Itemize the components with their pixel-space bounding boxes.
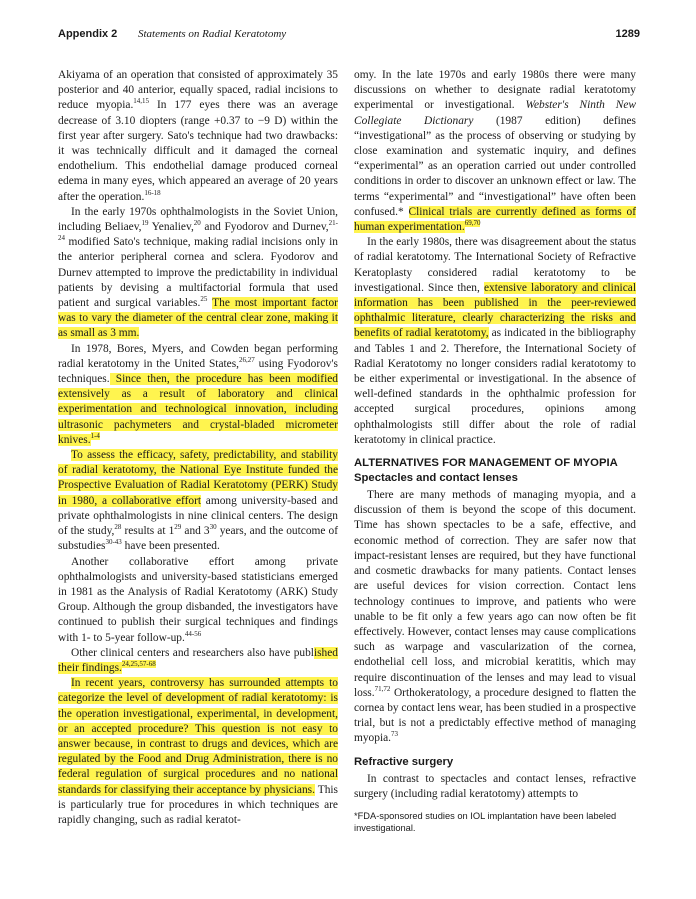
text-run: results at 1: [121, 525, 175, 538]
text-run: Orthokeratology, a procedure designed to flatten the cornea by contact lens wear, has been studied in a prospective trial, but is not a predictably effective method of managing myopia.: [354, 686, 636, 745]
paragraph: [58, 676, 338, 828]
text-run: This is particularly true for procedures in which techniques are rapidly changing, such as radial keratot-: [58, 783, 338, 826]
paragraph: [354, 68, 636, 235]
running-header: [58, 28, 640, 44]
text-run: years, and the outcome of substudies: [58, 525, 339, 553]
text-run: have been presented.: [121, 540, 220, 553]
citation: 16-18: [144, 188, 161, 197]
subsection-heading: Refractive surgery: [354, 755, 454, 768]
left-column: [58, 68, 338, 828]
citation: 71,72: [374, 684, 391, 693]
paragraph: [354, 235, 636, 448]
text-run: In the early 1970s ophthalmologists in the Soviet Union, including Beliaev,: [58, 205, 338, 234]
citation: 29: [174, 523, 182, 532]
text-run: In the early 1980s, there was disagreement about the status of radial keratotomy. The International Society of Refractive Keratoplasty considered radial keratotomy to be investigational. Since then,: [354, 236, 636, 294]
citation: 21-24: [58, 219, 338, 243]
paragraph: [354, 488, 636, 746]
footnote: *FDA-sponsored studies on IOL implantation have been labeled investigational.: [354, 810, 617, 833]
citation: 14,15: [133, 97, 150, 106]
citation: 26,27: [239, 356, 255, 365]
right-column: [354, 68, 636, 834]
text-run: as indicated in the bibliography and Tables 1 and 2. Therefore, the International Society of Radial Keratotomy no longer considers radial keratotomy to be either experimental or investigational. In the absence of well-defined standards in the ophthalmic profession for accepted surgical procedures, opinions among ophthalmologists still differ about the role of radial keratotomy in clinical practice.: [354, 327, 636, 446]
highlighted-text: extensive laboratory and clinical information has been published in the peer-reviewed ophthalmic literature, clearly characterizing the risks and benefits of radial keratotomy,: [354, 281, 636, 340]
paragraph: [58, 555, 338, 646]
citation: 73: [391, 730, 399, 739]
citation: 30: [209, 523, 217, 532]
paragraph: [58, 448, 338, 554]
paragraph: In contrast to spectacles and contact lenses, refractive surgery (including radial keratotomy) attempts to: [354, 772, 636, 800]
citation: 44-56: [184, 629, 202, 638]
text-run: Akiyama of an operation that consisted of approximately 35 posterior and 40 anterior, equally spaced, radial incisions to reduce myopia.: [58, 69, 338, 112]
paragraph: [58, 646, 338, 676]
citation: 19: [141, 219, 149, 228]
text-run: Another collaborative effort among private ophthalmologists and university-based statisticians emerged in 1981 as the Analysis of Radial Keratotomy (ARK) Study Group. Although the group disbanded, the investigators have continued to publish their surgical techniques and findings with 1- to 5-year follow-up.: [58, 555, 338, 644]
section-heading: ALTERNATIVES FOR MANAGEMENT OF MYOPIA: [354, 457, 618, 470]
page-number: 1289: [615, 28, 640, 40]
text-run: using Fyodorov's techniques.: [58, 357, 338, 386]
text-run: and 3: [181, 525, 210, 538]
citation: 28: [114, 523, 122, 532]
highlighted-text: Since then, the procedure has been modified extensively as a result of laboratory and clinical experimentation and technological innovation, including ultrasonic pachymeters and crystal-bladed micrometer knives.: [58, 373, 338, 446]
appendix-label: Appendix 2: [58, 28, 118, 40]
text-run: modified Sato's technique, making radial incisions only in the anterior peripheral cornea and sclera. Fyodorov and Durnev attempted to improve the predictability in individual patients by devising a multifactorial formula that used patient and surgical variables.: [58, 236, 338, 310]
text-run: omy. In the late 1970s and early 1980s there were many discussions on whether to designate radial keratotomy experimental or investigational.: [354, 69, 636, 112]
paragraph: [58, 205, 338, 342]
citation: 30-43: [105, 538, 122, 547]
subsection-heading: Spectacles and contact lenses: [354, 472, 518, 485]
text-run: among university-based and private ophthalmologists in nine clinical centers. The design of the study,: [58, 494, 338, 538]
citation: 25: [200, 295, 208, 304]
citation: 69,70: [464, 219, 481, 228]
text-run: (1987 edition) defines “investigational” as the process of observing or studying by close examination and systematic inquiry, and defines “experimental” as an operation carried out under controlled conditions in order to discover an unknown effect or law. The terms “experimental” and “investigational” have often been confused.*: [354, 114, 636, 218]
citation: 24,25,57-68: [121, 660, 156, 669]
text-run: Other clinical centers and researchers also have publ: [71, 646, 314, 659]
text-run: In 177 eyes there was an average decrease of 3.10 diopters (range +0.37 to −9 D) within the first year after surgery. Sato's technique had two drawbacks: it was technically difficult and it damaged the corneal endothelium. This endothelial damage produced corneal edema in many eyes, which appeared an average of 20 years after the operation.: [58, 99, 338, 203]
text-run: In 1978, Bores, Myers, and Cowden began performing radial keratotomy in the United States,: [58, 342, 338, 370]
highlighted-text: To assess the efficacy, safety, predictability, and stability of radial keratotomy, the National Eye Institute funded the Prospective Evaluation of Radial Keratotomy (PERK) Study in 1980, a collaborative effort: [58, 449, 338, 507]
highlighted-text: The most important factor was to vary the diameter of the central clear zone, making it as small as 3 mm.: [58, 297, 338, 340]
highlighted-text: In recent years, controversy has surrounded attempts to categorize the level of development of radial keratotomy: is the operation investigational, experimental, in development, or an accepted procedure? This question is not easy to answer because, in contrast to drugs and devices, which are regulated by the Food and Drug Administration, there is no federal regulation of surgical procedures and no national standards for classifying their acceptance by physicians.: [58, 677, 338, 796]
paragraph: [58, 68, 338, 205]
highlighted-text: Clinical trials are currently defined as forms of human experimentation.: [354, 205, 636, 234]
citation: 20: [193, 219, 201, 228]
citation: 1-4: [90, 432, 100, 441]
text-run: Yenaliev,: [148, 221, 194, 234]
cited-title: Webster's Ninth New Collegiate Dictionary: [354, 99, 636, 127]
paragraph: [58, 342, 338, 448]
text-run: and Fyodorov and Durnev,: [200, 221, 329, 234]
highlighted-text: ished their findings.: [58, 646, 338, 674]
running-title: Statements on Radial Keratotomy: [138, 28, 287, 40]
text-run: There are many methods of managing myopia, and a discussion of them is beyond the scope of this document. Time has shown spectacles to be a safe, effective, and economic method of correction. They are safer now that impact-resistant lenses are required, but they have functional and cosmetic drawbacks for many patients. Contact lenses are useful devices for vision correction. Contact lens technology continues to improve, and patients who were unable to be fit only a few years ago can now often be fit effectively. However, contact lenses may cause complications such as warpage and vascularization of the cornea, endothelial cell loss, and microbial keratitis, which may require discontinuation of the lenses and may lead to visual loss.: [354, 489, 636, 699]
